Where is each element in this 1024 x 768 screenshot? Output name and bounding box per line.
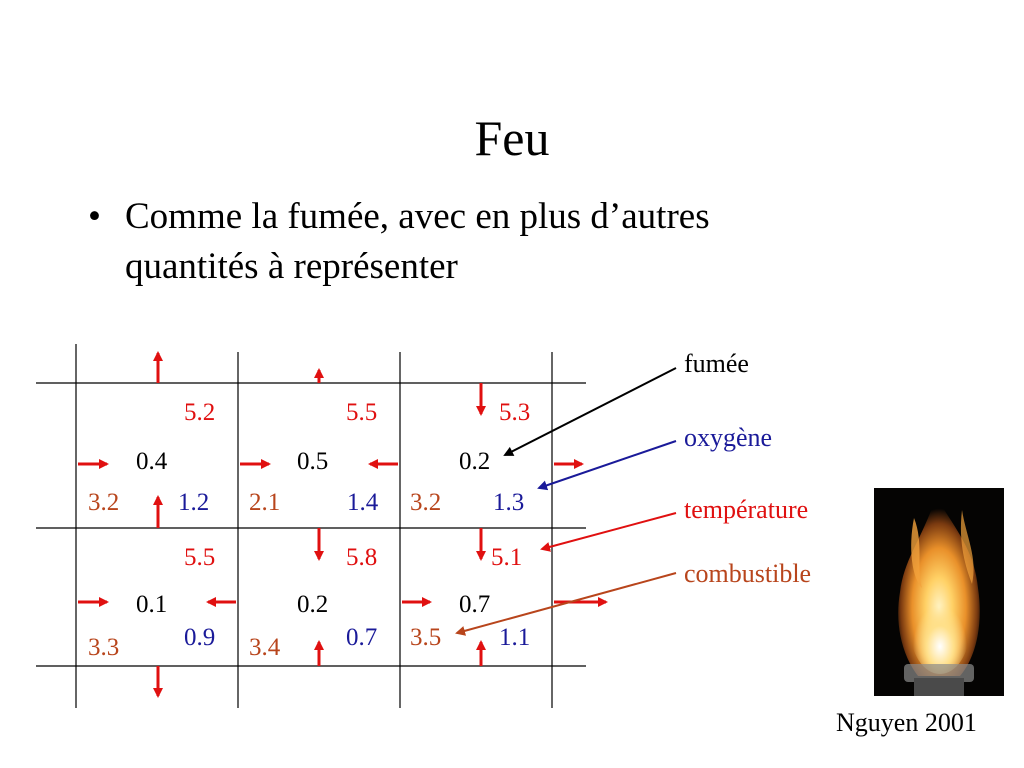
legend-fuel: combustible [684,559,812,588]
cell-2-oxygen: 1.4 [347,489,379,516]
cell-4-oxygen: 0.9 [184,624,216,651]
legend-temperature: température [684,495,809,524]
cell-6-temperature: 5.1 [491,544,523,571]
cell-5-fuel: 3.4 [249,634,281,661]
cell-1-oxygen: 1.2 [178,489,210,516]
cell-1-smoke: 0.4 [136,448,168,475]
legend-smoke: fumée [684,349,749,378]
cell-6-fuel: 3.5 [410,624,442,651]
cell-4-fuel: 3.3 [88,634,120,661]
cell-4-smoke: 0.1 [136,591,168,618]
cell-3-temperature: 5.3 [499,399,531,426]
cell-3-oxygen: 1.3 [493,489,525,516]
cell-6-smoke: 0.7 [459,591,491,618]
legend [684,349,811,588]
pointer-temperature [542,513,676,549]
photo-credit: Nguyen 2001 [836,708,977,737]
cell-1-fuel: 3.2 [88,489,120,516]
cell-5-smoke: 0.2 [297,591,329,618]
slide-title: Feu [474,110,550,166]
bullet-symbol: • [88,196,101,237]
bullet-text-line-1: Comme la fumée, avec en plus d’autres [125,196,710,237]
pointer-smoke [505,368,676,455]
cell-5-oxygen: 0.7 [346,624,378,651]
cell-1-temperature: 5.2 [184,399,216,426]
cell-3-smoke: 0.2 [459,448,491,475]
cell-2-fuel: 2.1 [249,489,281,516]
legend-oxygen: oxygène [684,423,773,452]
cell-3-fuel: 3.2 [410,489,442,516]
bullet-text-line-2: quantités à représenter [125,246,458,287]
cell-2-smoke: 0.5 [297,448,329,475]
grid-cell-values [88,399,530,661]
cell-6-oxygen: 1.1 [499,624,531,651]
cell-2-temperature: 5.5 [346,399,378,426]
cell-5-temperature: 5.8 [346,544,378,571]
flame-image [874,488,1004,696]
cell-4-temperature: 5.5 [184,544,216,571]
flame-photo [874,488,1004,696]
